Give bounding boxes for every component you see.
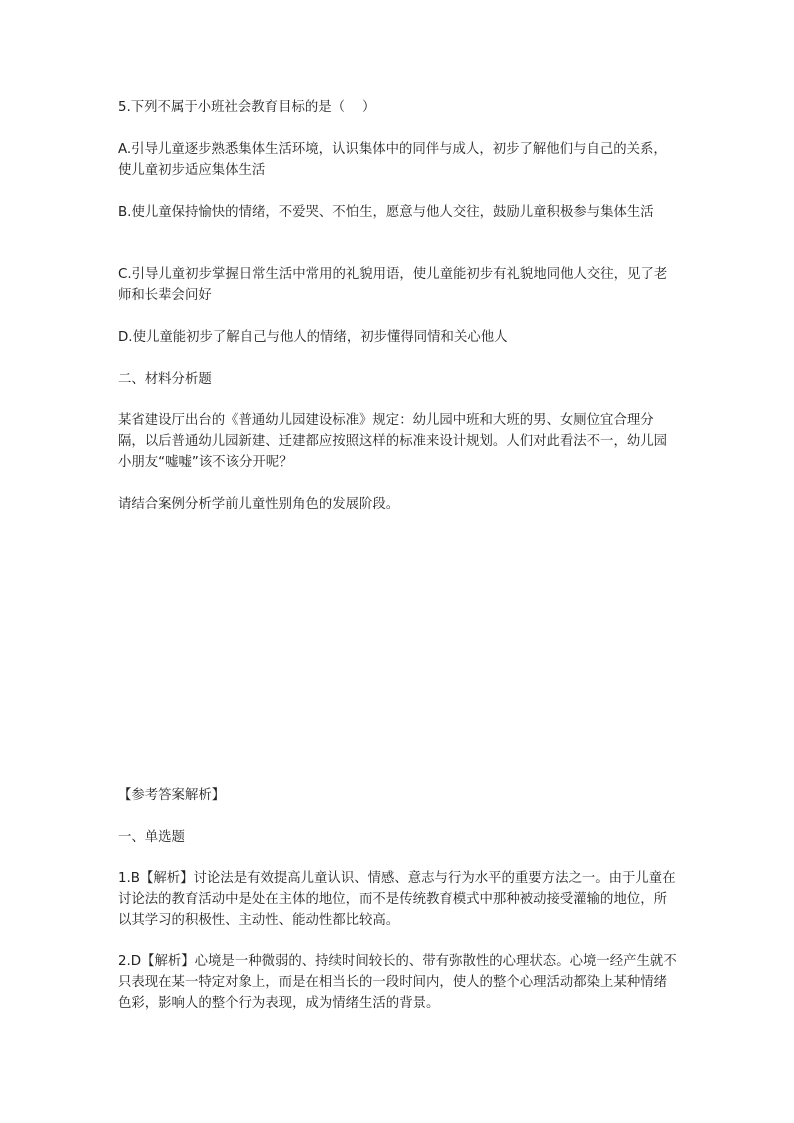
question-5-stem: 5.下列不属于小班社会教育目标的是（ ）: [118, 100, 376, 115]
option-c: C.引导儿童初步掌握日常生活中常用的礼貌用语，使儿童能初步有礼貌地同他人交往，见了老师和长辈会问好: [118, 267, 668, 303]
option-b: B.使儿童保持愉快的情绪，不爱哭、不怕生，愿意与他人交往，鼓励儿童积极参与集体生活: [118, 205, 654, 220]
section-2-heading: 二、材料分析题: [118, 372, 212, 387]
material-text: 某省建设厅出台的《普通幼儿园建设标准》规定：幼儿园中班和大班的男、女厕位宜合理分隔，以后普通幼儿园新建、迁建都应按照这样的标准来设计规划。人们对此看法不一，幼儿园小朋友“嘘嘘”该不该分开呢？: [118, 413, 668, 470]
analysis-question: 请结合案例分析学前儿童性别角色的发展阶段。: [118, 497, 400, 512]
answer-2: 2.D【解析】心境是一种微弱的、持续时间较长的、带有弥散性的心理状态。心境一经产生就不只表现在某一特定对象上，而是在相当长的一段时间内，使人的整个心理活动都染上某种情绪色彩，影响人的整个行为表现，成为情绪生活的背景。: [118, 954, 677, 1011]
answer-key-heading: 【参考答案解析】: [118, 788, 226, 803]
option-a: A.引导儿童逐步熟悉集体生活环境，认识集体中的同伴与成人，初步了解他们与自己的关系，使儿童初步适应集体生活: [118, 142, 667, 178]
option-d: D.使儿童能初步了解自己与他人的情绪，初步懂得同情和关心他人: [118, 330, 508, 345]
single-choice-heading: 一、单选题: [118, 830, 185, 845]
answer-1: 1.B【解析】讨论法是有效提高儿童认识、情感、意志与行为水平的重要方法之一。由于儿童在讨论法的教育活动中是处在主体的地位，而不是传统教育模式中那种被动接受灌输的地位，所以其学习的积极性、主动性、能动性都比较高。: [118, 871, 676, 928]
